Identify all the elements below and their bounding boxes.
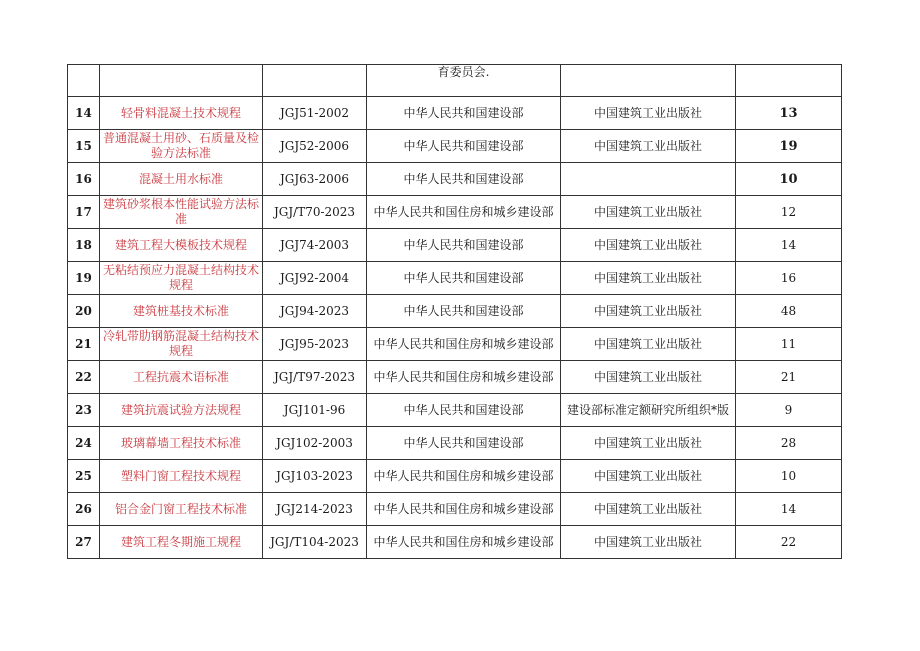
cell-page: 19 (736, 130, 842, 163)
cell-dept: 育委员会. (367, 65, 561, 97)
cell-publisher: 中国建筑工业出版社 (561, 229, 736, 262)
cell-page: 11 (736, 328, 842, 361)
cell-dept: 中华人民共和国住房和城乡建设部 (367, 493, 561, 526)
cell-name: 工程抗震术语标准 (100, 361, 263, 394)
cell-dept: 中华人民共和国住房和城乡建设部 (367, 361, 561, 394)
cell-number: 14 (68, 97, 100, 130)
cell-publisher: 中国建筑工业出版社 (561, 97, 736, 130)
cell-page: 16 (736, 262, 842, 295)
cell-number: 16 (68, 163, 100, 196)
table-row (68, 427, 842, 460)
cell-publisher: 中国建筑工业出版社 (561, 328, 736, 361)
cell-number: 24 (68, 427, 100, 460)
cell-name: 建筑工程冬期施工规程 (100, 526, 263, 559)
cell-name: 轻骨料混凝土技术规程 (100, 97, 263, 130)
cell-number: 18 (68, 229, 100, 262)
cell-code: JGJ92-2004 (263, 262, 367, 295)
cell-page: 9 (736, 394, 842, 427)
cell-name: 铝合金门窗工程技术标准 (100, 493, 263, 526)
cell-number: 19 (68, 262, 100, 295)
cell-page: 28 (736, 427, 842, 460)
cell-name: 混凝土用水标准 (100, 163, 263, 196)
cell-dept: 中华人民共和国建设部 (367, 130, 561, 163)
cell-code: JGJ102-2003 (263, 427, 367, 460)
table-row (68, 196, 842, 229)
cell-publisher: 中国建筑工业出版社 (561, 493, 736, 526)
cell-name (100, 65, 263, 97)
standards-table-page (67, 64, 841, 563)
cell-dept: 中华人民共和国住房和城乡建设部 (367, 196, 561, 229)
cell-dept: 中华人民共和国建设部 (367, 97, 561, 130)
cell-publisher: 中国建筑工业出版社 (561, 196, 736, 229)
cell-name: 建筑桩基技术标准 (100, 295, 263, 328)
cell-number: 27 (68, 526, 100, 559)
cell-code: JGJ52-2006 (263, 130, 367, 163)
cell-page: 21 (736, 361, 842, 394)
cell-code (263, 65, 367, 97)
table-row (68, 526, 842, 559)
cell-publisher: 中国建筑工业出版社 (561, 361, 736, 394)
table-row-continuation (68, 65, 842, 97)
cell-page: 14 (736, 229, 842, 262)
table-row (68, 328, 842, 361)
cell-number: 17 (68, 196, 100, 229)
table-row (68, 130, 842, 163)
cell-publisher: 中国建筑工业出版社 (561, 295, 736, 328)
cell-dept: 中华人民共和国建设部 (367, 427, 561, 460)
cell-dept: 中华人民共和国住房和城乡建设部 (367, 526, 561, 559)
cell-name: 建筑砂浆根本性能试验方法标准 (100, 196, 263, 229)
cell-name: 普通混凝土用砂、石质量及检验方法标准 (100, 130, 263, 163)
cell-name: 建筑抗震试验方法规程 (100, 394, 263, 427)
cell-code: JGJ/T70-2023 (263, 196, 367, 229)
cell-dept: 中华人民共和国住房和城乡建设部 (367, 328, 561, 361)
cell-page: 12 (736, 196, 842, 229)
cell-number: 23 (68, 394, 100, 427)
table-row (68, 295, 842, 328)
cell-publisher (561, 65, 736, 97)
cell-code: JGJ/T97-2023 (263, 361, 367, 394)
cell-number: 21 (68, 328, 100, 361)
cell-name: 玻璃幕墙工程技术标准 (100, 427, 263, 460)
cell-name: 塑料门窗工程技术规程 (100, 460, 263, 493)
cell-page: 10 (736, 460, 842, 493)
cell-page: 14 (736, 493, 842, 526)
cell-dept: 中华人民共和国建设部 (367, 394, 561, 427)
cell-code: JGJ214-2023 (263, 493, 367, 526)
table-row (68, 97, 842, 130)
cell-name: 建筑工程大模板技术规程 (100, 229, 263, 262)
cell-number: 22 (68, 361, 100, 394)
table-row (68, 460, 842, 493)
cell-dept: 中华人民共和国建设部 (367, 163, 561, 196)
table-row (68, 229, 842, 262)
table-row (68, 361, 842, 394)
cell-page (736, 65, 842, 97)
cell-dept: 中华人民共和国住房和城乡建设部 (367, 460, 561, 493)
cell-publisher: 中国建筑工业出版社 (561, 427, 736, 460)
cell-code: JGJ103-2023 (263, 460, 367, 493)
table-body (68, 65, 842, 559)
cell-number: 15 (68, 130, 100, 163)
cell-publisher: 中国建筑工业出版社 (561, 460, 736, 493)
cell-code: JGJ101-96 (263, 394, 367, 427)
cell-name: 无粘结预应力混凝土结构技术规程 (100, 262, 263, 295)
cell-dept: 中华人民共和国建设部 (367, 262, 561, 295)
table-row (68, 163, 842, 196)
cell-publisher: 中国建筑工业出版社 (561, 262, 736, 295)
cell-page: 10 (736, 163, 842, 196)
table-row (68, 493, 842, 526)
cell-number: 20 (68, 295, 100, 328)
cell-number: 26 (68, 493, 100, 526)
cell-page: 22 (736, 526, 842, 559)
cell-code: JGJ/T104-2023 (263, 526, 367, 559)
cell-code: JGJ94-2023 (263, 295, 367, 328)
standards-table (67, 64, 842, 559)
cell-code: JGJ95-2023 (263, 328, 367, 361)
cell-page: 48 (736, 295, 842, 328)
cell-number (68, 65, 100, 97)
cell-publisher (561, 163, 736, 196)
table-row (68, 262, 842, 295)
cell-code: JGJ51-2002 (263, 97, 367, 130)
cell-dept: 中华人民共和国建设部 (367, 229, 561, 262)
cell-code: JGJ74-2003 (263, 229, 367, 262)
cell-number: 25 (68, 460, 100, 493)
cell-page: 13 (736, 97, 842, 130)
cell-publisher: 中国建筑工业出版社 (561, 526, 736, 559)
cell-publisher: 建设部标准定额研究所组织*版 (561, 394, 736, 427)
cell-publisher: 中国建筑工业出版社 (561, 130, 736, 163)
table-row (68, 394, 842, 427)
cell-dept: 中华人民共和国建设部 (367, 295, 561, 328)
cell-code: JGJ63-2006 (263, 163, 367, 196)
cell-name: 冷轧带肋钢筋混凝土结构技术规程 (100, 328, 263, 361)
